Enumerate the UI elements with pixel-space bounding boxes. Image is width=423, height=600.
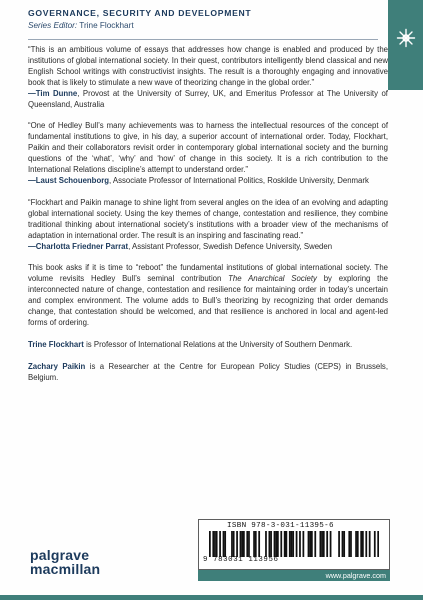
endorser-affiliation: , Assistant Professor, Swedish Defence University, Sweden: [128, 241, 333, 251]
barcode-bar: [330, 531, 332, 557]
author-bio-2: [28, 362, 388, 384]
series-editor: [28, 20, 358, 31]
publisher-line-1: palgrave: [30, 547, 90, 563]
barcode-bar: [338, 531, 340, 557]
endorser-affiliation: , Provost at the University of Surrey, UK, and Emeritus Professor at The University of Queensland, Australia: [28, 88, 388, 109]
barcode-bar: [350, 531, 352, 557]
endorser-name: Tim Dunne: [35, 88, 78, 98]
barcode-bar: [253, 531, 255, 557]
barcode-bar: [342, 531, 344, 557]
publisher-line-2: macmillan: [30, 561, 101, 577]
endorsement-3: [28, 198, 388, 253]
barcode-bar: [374, 531, 376, 557]
endorsement-text: “Flockhart and Paikin manage to shine light from several angles on the idea of an evolving and adapting global international society. Using the key themes of change, contestation and resilience, they combine traditional thinking about international society’s institutions with a broader view of the mechanisms of adaptation in international order. The result is an inspiring and fascinating read.”: [28, 197, 388, 240]
book-description: This book asks if it is time to “reboot” the fundamental institutions of global international society. The volume revisits Hedley Bull’s seminal contribution The Anarchical Society by exploring the interconnected nature of change, contestation and resilience for maintaining order in today’s uncertain and complex environment. The volume adds to Bull’s theorizing by recognizing that order demands change, that contestation should be welcomed, and that resilience is anchored in local and agent-led forms of ordering.: [28, 263, 389, 327]
barcode-bar: [209, 531, 211, 557]
palgrave-snowflake-icon: [396, 28, 416, 48]
barcode-bar: [299, 531, 301, 557]
barcode-bar: [291, 531, 293, 557]
endorsement-attribution: —Tim Dunne, Provost at the University of Surrey, UK, and Emeritus Professor at The University of Queensland, Australia: [28, 88, 388, 109]
barcode-bar: [255, 531, 257, 557]
barcode-bar: [377, 531, 379, 557]
barcode-bar: [369, 531, 371, 557]
series-editor-name: Trine Flockhart: [79, 21, 134, 30]
barcode-bar: [355, 531, 357, 557]
barcode-bar: [303, 531, 305, 557]
author-bio-1: [28, 340, 388, 351]
endorsement-text: “This is an ambitious volume of essays that addresses how change is enabled and produced by the institutions of global international society. In their quest, contributors intelligently blend classical and new English School writings with constructivist insights. The result is a thoroughly engaging and innovative book that is likely to stimulate a new wave of theorizing change in the global order.”: [28, 45, 388, 87]
back-cover-text: [28, 45, 388, 395]
barcode-bar: [326, 531, 328, 557]
author-name: Trine Flockhart: [28, 339, 84, 349]
isbn-barcode: [198, 519, 390, 570]
barcode-bar: [360, 531, 362, 557]
cited-book-title: The Anarchical Society: [228, 274, 317, 284]
author-name: Zachary Paikin: [28, 361, 86, 371]
barcode-bars: [209, 531, 379, 557]
barcode-bar: [348, 531, 350, 557]
endorser-affiliation: , Associate Professor of International Politics, Roskilde University, Denmark: [109, 175, 369, 185]
series-header: [28, 8, 358, 31]
endorser-name: Laust Schouenborg: [35, 175, 110, 185]
author-bio: is a Researcher at the Centre for European Policy Studies (CEPS) in Brussels, Belgium.: [28, 361, 388, 382]
barcode-bar: [212, 531, 214, 557]
barcode-bar: [357, 531, 359, 557]
barcode-bar: [258, 531, 260, 557]
barcode-bar: [236, 531, 238, 557]
barcode-bar: [280, 531, 282, 557]
publisher-url[interactable]: www.palgrave.com: [198, 570, 390, 581]
endorsement-attribution: —Laust Schouenborg, Associate Professor of International Politics, Roskilde University, Denmark: [28, 175, 369, 185]
barcode-bar: [231, 531, 233, 557]
barcode-bar: [223, 531, 225, 557]
barcode-bar: [248, 531, 250, 557]
barcode-bar: [265, 531, 267, 557]
barcode-bar: [320, 531, 322, 557]
isbn-label: ISBN 978-3-031-11395-6: [227, 522, 334, 530]
barcode-digits: 9 783031 113956: [203, 556, 279, 564]
bottom-accent-strip: [0, 595, 423, 600]
series-editor-role: Series Editor:: [28, 21, 78, 30]
series-divider: [28, 39, 378, 40]
barcode-bar: [224, 531, 226, 557]
barcode-bar: [308, 531, 310, 557]
barcode-bar: [314, 531, 316, 557]
barcode-bar: [269, 531, 271, 557]
endorsement-2: [28, 121, 388, 186]
barcode-bar: [214, 531, 216, 557]
barcode-bar: [243, 531, 245, 557]
barcode-bar: [365, 531, 367, 557]
corner-brand-box: [388, 0, 423, 90]
barcode-bar: [241, 531, 243, 557]
barcode-bar: [323, 531, 325, 557]
barcode-bar: [216, 531, 218, 557]
barcode-bar: [309, 531, 311, 557]
barcode-bar: [311, 531, 313, 557]
barcode-bar: [219, 531, 221, 557]
barcode-bar: [292, 531, 294, 557]
barcode-bar: [275, 531, 277, 557]
barcode-bar: [321, 531, 323, 557]
barcode-bar: [277, 531, 279, 557]
endorsement-attribution: —Charlotta Friedner Parrat, Assistant Professor, Swedish Defence University, Sweden: [28, 241, 333, 251]
barcode-bar: [240, 531, 242, 557]
barcode-bar: [289, 531, 291, 557]
publisher-logo: [30, 548, 100, 577]
barcode-bar: [270, 531, 272, 557]
endorsement-text: “One of Hedley Bull’s many achievements was to harness the intellectual resources of the concept of fundamental institutions to give, in his day, a superior account of international order. Today, Flockhart, Paikin and their collaborators revisit order in contemporary global international society and the burning questions of the ‘what’, ‘why’ and ‘how’ of change in this society. It is a rich contribution to the International Relations discipline’s attempt to understand order.”: [28, 121, 388, 175]
barcode-bar: [233, 531, 235, 557]
barcode-bar: [246, 531, 248, 557]
barcode-bar: [274, 531, 276, 557]
barcode-bar: [343, 531, 345, 557]
author-bio: is Professor of International Relations at the University of Southern Denmark.: [83, 339, 353, 349]
barcode-bar: [286, 531, 288, 557]
barcode-bar: [284, 531, 286, 557]
barcode-bar: [362, 531, 364, 557]
series-title: GOVERNANCE, SECURITY AND DEVELOPMENT: [28, 8, 252, 18]
barcode-bar: [296, 531, 298, 557]
endorser-name: Charlotta Friedner Parrat: [35, 241, 129, 251]
endorsement-1: [28, 45, 388, 110]
